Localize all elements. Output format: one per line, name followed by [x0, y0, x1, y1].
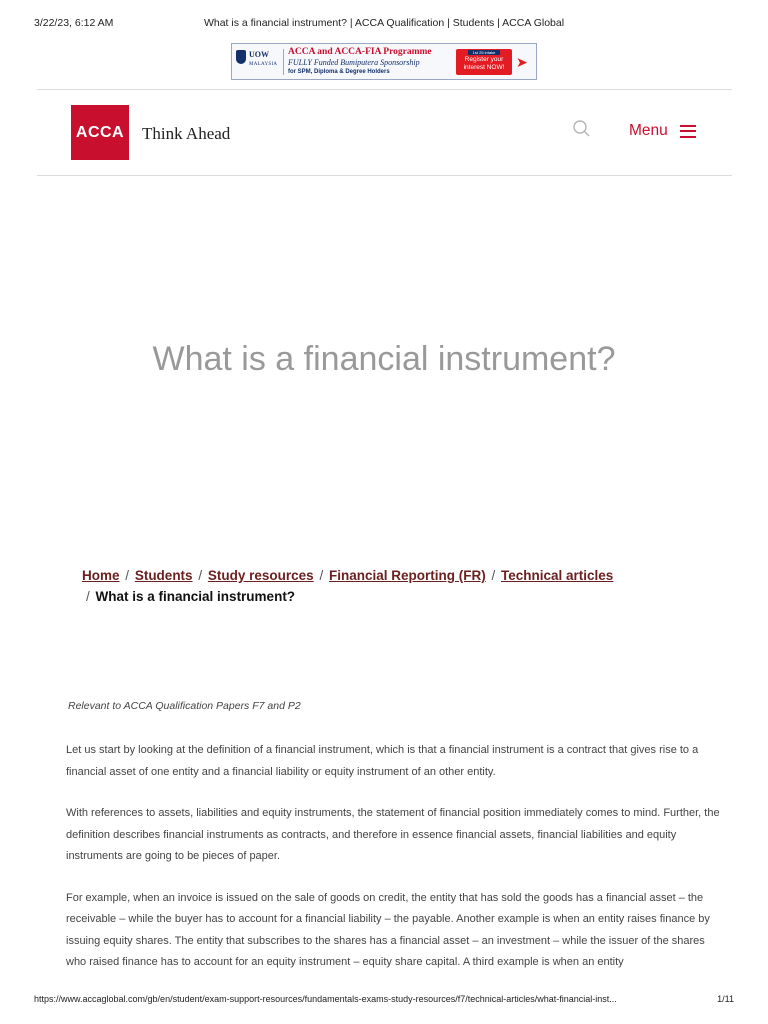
ad-register-button[interactable]: [456, 49, 512, 75]
ad-detail: for SPM, Diploma & Degree Holders: [288, 69, 390, 75]
tagline: Think Ahead: [142, 124, 231, 143]
search-button[interactable]: [572, 119, 592, 139]
menu-label: Menu: [629, 122, 668, 139]
breadcrumb-financial-reporting[interactable]: Financial Reporting (FR): [328, 568, 486, 583]
article-paragraph: For example, when an invoice is issued on the sale of goods on credit, the entity that has sold the goods has a financial asset – the receivable – while the buyer has to account for a financial liability – the payable. Another example is when an entity raises finance by issuing equity shares. The entity that subscribes to the shares has a financial asset – an investment – while the issuer of the shares who raised finance has to account for an equity instrument – equity share capital. A third example is when an entity: [66, 891, 710, 968]
breadcrumb-separator: /: [491, 568, 496, 583]
breadcrumb-separator: /: [198, 568, 203, 583]
ad-intake-badge: 1st 25 intake: [468, 50, 500, 55]
hamburger-icon: [680, 125, 696, 138]
ad-headline: ACCA and ACCA-FIA Programme: [288, 47, 432, 57]
print-date: 3/22/23, 6:12 AM: [34, 17, 114, 29]
breadcrumb-current: What is a financial instrument?: [95, 589, 296, 604]
breadcrumb-home[interactable]: Home: [82, 568, 120, 583]
uow-logo: [236, 48, 280, 76]
crest-icon: [236, 50, 246, 64]
header-top-divider: [37, 89, 732, 90]
breadcrumb-students[interactable]: Students: [134, 568, 193, 583]
breadcrumb-separator: /: [86, 589, 90, 604]
breadcrumb-separator: /: [319, 568, 324, 583]
search-icon: [572, 119, 592, 139]
arrow-icon: ➤: [516, 54, 528, 70]
menu-button[interactable]: [629, 121, 696, 141]
ad-cta-label: Register your interest NOW!: [463, 56, 505, 71]
print-url: https://www.accaglobal.com/gb/en/student/exam-support-resources/fundamentals-exams-study-resources/f7/technical-articles/what-financial-inst...: [34, 994, 617, 1004]
article-paragraph: Let us start by looking at the definition of a financial instrument, which is that a financial instrument is a contract that gives rise to a financial asset of one entity and a financial liability or equity instrument of an other entity.: [66, 744, 699, 778]
article-body: [66, 740, 722, 994]
ad-banner[interactable]: [231, 43, 537, 80]
ad-logo-subtext: MALAYSIA: [249, 62, 278, 67]
ad-subheadline: FULLY Funded Bumiputera Sponsorship: [288, 58, 420, 67]
breadcrumb-current-wrap: [82, 586, 722, 607]
article-paragraph: With references to assets, liabilities and equity instruments, the statement of financial position immediately comes to mind. Further, the definition describes financial instruments as contracts, and therefore in essence financial assets, financial liabilities and equity instruments are going to be pieces of paper.: [66, 807, 720, 862]
ad-logo-text: UOW: [249, 50, 269, 59]
page-title: What is a financial instrument?: [152, 340, 616, 378]
print-title: What is a financial instrument? | ACCA Qualification | Students | ACCA Global: [203, 17, 565, 29]
breadcrumb-technical-articles[interactable]: Technical articles: [501, 568, 614, 583]
ad-divider: [283, 49, 284, 75]
relevant-note: Relevant to ACCA Qualification Papers F7 and P2: [68, 700, 301, 712]
breadcrumb-separator: /: [125, 568, 130, 583]
header-bottom-divider: [37, 175, 732, 176]
print-page-number: 1/11: [717, 994, 734, 1004]
breadcrumb: [82, 565, 722, 607]
acca-logo[interactable]: ACCA: [71, 105, 129, 160]
print-footer: [0, 994, 768, 1008]
print-header: [0, 17, 768, 31]
breadcrumb-study-resources[interactable]: Study resources: [207, 568, 314, 583]
